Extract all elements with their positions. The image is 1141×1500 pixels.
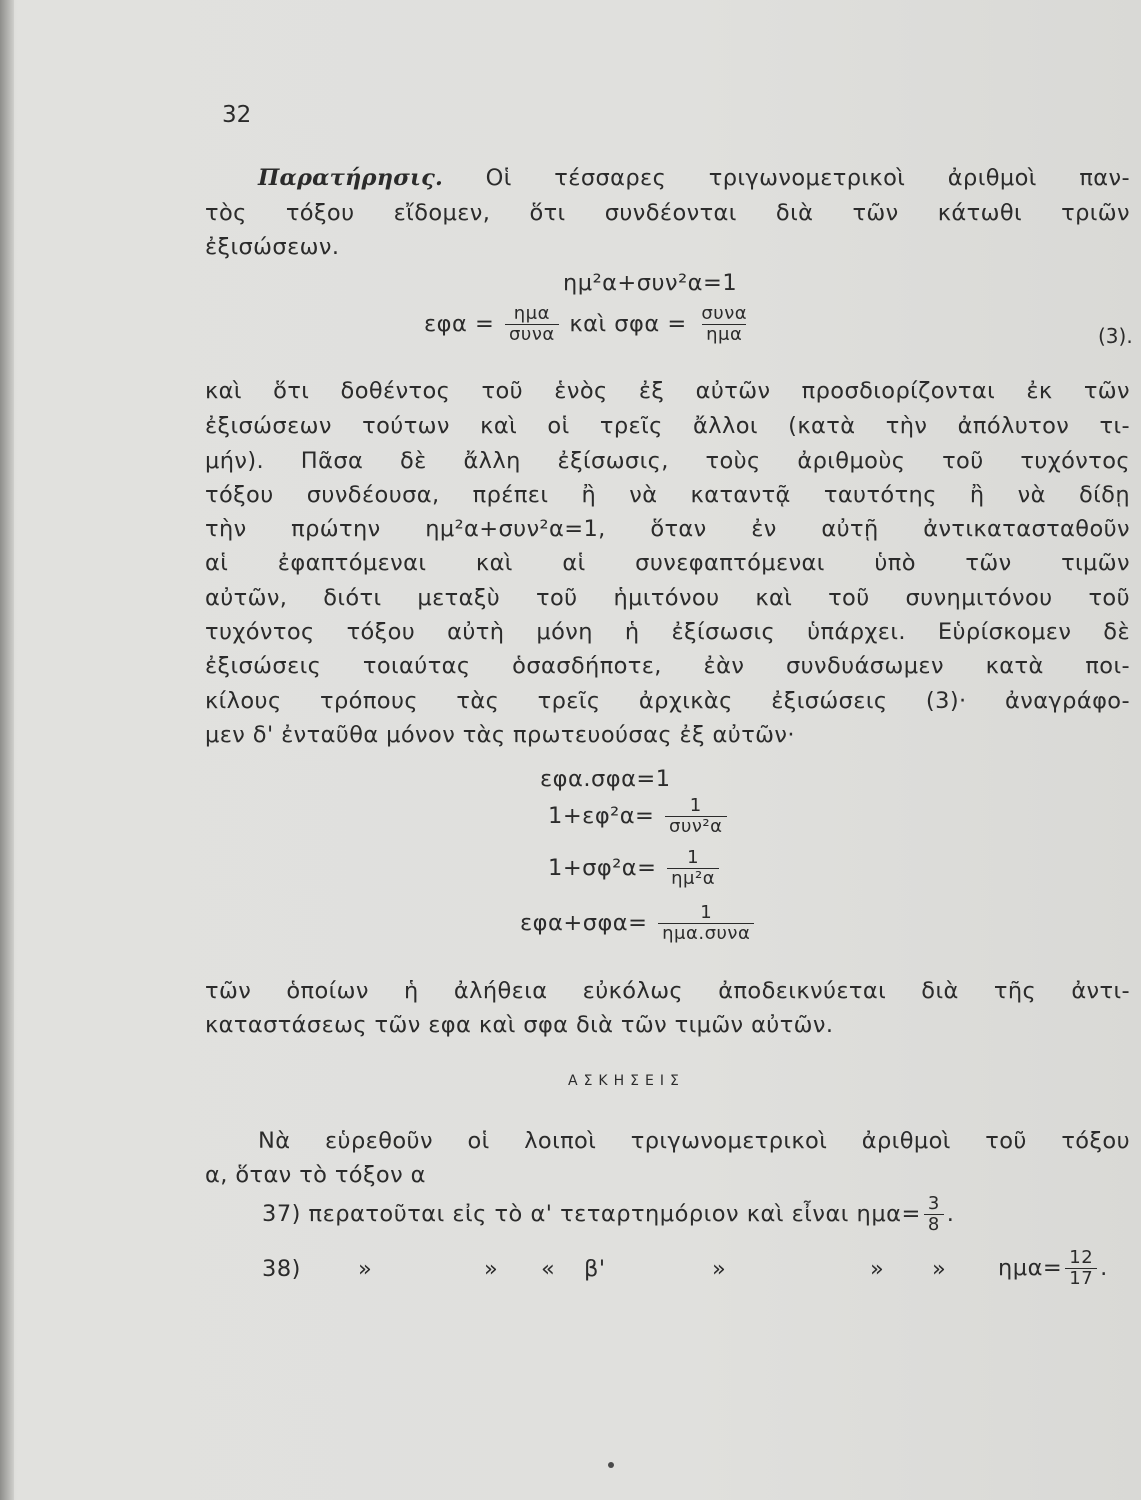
paragraph2-line: τὴν πρώτην ημ²α+συν²α=1, ὅταν ἐν αὐτῇ ἀντικατασταθοῦν [205, 516, 1130, 542]
exercise-38-label: 38) [262, 1256, 301, 1282]
paragraph2-line: μεν δ' ἐνταῦθα μόνον τὰς πρωτευούσας ἐξ αὐτῶν· [205, 722, 795, 748]
eq-b-lhs: 1+εφ²α= [548, 803, 655, 829]
ditto-mark: » [358, 1256, 373, 1282]
paragraph1-line-2: τὸς τόξου εἴδομεν, ὅτι συνδέονται διὰ τῶν κάτωθι τριῶν [205, 200, 1130, 226]
ditto-mark: » [712, 1256, 727, 1282]
fraction-numerator: ημα [513, 303, 550, 324]
eq-c-lhs: 1+σφ²α= [548, 855, 657, 881]
ditto-mark: » [932, 1256, 947, 1282]
exercise-38 [262, 1248, 1130, 1296]
fraction-denominator: συνα [505, 324, 559, 345]
exercise-38-lhs: ημα= [998, 1255, 1063, 1281]
eq-cot-lhs: σφα = [614, 311, 687, 337]
equation-c [548, 848, 722, 889]
paragraph2-line: ἐξισώσεων τούτων καὶ οἱ τρεῖς ἄλλοι (κατὰ τὴν ἀπόλυτον τι- [205, 413, 1130, 439]
equation-identity: ημ²α+συν²α=1 [563, 270, 738, 296]
fraction-numerator: 1 [700, 902, 713, 923]
ditto-mark: « [541, 1256, 556, 1282]
period: . [946, 1201, 955, 1227]
paragraph2-line: αὐτῶν, διότι μεταξὺ τοῦ ἡμιτόνου καὶ τοῦ συνημιτόνου τοῦ [205, 585, 1130, 611]
paragraph1-line-3: ἐξισώσεων. [205, 234, 340, 260]
paragraph2-line: ἐξισώσεις τοιαύτας ὁσασδήποτε, ἐὰν συνδυάσωμεν κατὰ ποι- [205, 653, 1130, 679]
equation-tan-cot [424, 304, 754, 345]
paragraph2-line: καὶ ὅτι δοθέντος τοῦ ἑνὸς ἐξ αὐτῶν προσδιορίζονται ἐκ τῶν [205, 378, 1130, 404]
paragraph2-line: τόξου συνδέουσα, πρέπει ἢ νὰ καταντᾷ ταυτότης ἢ νὰ δίδῃ [205, 482, 1130, 508]
page-number: 32 [222, 102, 252, 128]
paragraph2-line: τυχόντος τόξου αὐτὴ μόνη ἡ ἐξίσωσις ὑπάρχει. Εὑρίσκομεν δὲ [205, 619, 1130, 645]
fraction-denominator: 17 [1065, 1268, 1097, 1289]
quadrant-label: β' [584, 1256, 606, 1282]
equation-b [548, 796, 730, 837]
exercises-heading: ΑΣΚΗΣΕΙΣ [568, 1073, 685, 1089]
fraction-numerator: 3 [927, 1193, 940, 1214]
equation-d [520, 903, 757, 944]
eq-and: καὶ [569, 311, 607, 337]
fraction-denominator: ημα.συνα [658, 923, 754, 944]
period: . [1100, 1255, 1108, 1281]
fraction-38 [1065, 1248, 1097, 1289]
fraction-denominator: ημ²α [667, 868, 719, 889]
exercise-intro-line: Νὰ εὑρεθοῦν οἱ λοιποὶ τριγωνομετρικοὶ ἀριθμοὶ τοῦ τόξου [258, 1128, 1130, 1154]
exercise-38-equation [998, 1248, 1108, 1289]
fraction-numerator: 12 [1069, 1247, 1094, 1268]
paragraph3-line: τῶν ὁποίων ἡ ἀλήθεια εὐκόλως ἀποδεικνύεται διὰ τῆς ἀντι- [205, 978, 1130, 1004]
paragraph-line [258, 165, 1130, 191]
eq-d-lhs: εφα+σφα= [520, 910, 648, 936]
equation-a: εφα.σφα=1 [540, 766, 671, 792]
paragraph2-line: αἱ ἐφαπτόμεναι καὶ αἱ συνεφαπτόμεναι ὑπὸ τῶν τιμῶν [205, 550, 1130, 576]
ditto-mark: » [484, 1256, 499, 1282]
fraction-d [658, 903, 754, 944]
fraction-tan [505, 304, 559, 345]
exercise-37 [262, 1194, 954, 1235]
paragraph3-line: καταστάσεως τῶν εφα καὶ σφα διὰ τῶν τιμῶν αὐτῶν. [205, 1012, 834, 1038]
footer-dot [608, 1462, 614, 1468]
equation-number: (3). [1098, 324, 1133, 348]
exercise-intro-line: α, ὅταν τὸ τόξον α [205, 1162, 426, 1188]
exercise-37-text: 37) περατοῦται εἰς τὸ α' τεταρτημόριον καὶ εἶναι ημα= [262, 1201, 921, 1227]
fraction-b [665, 796, 726, 837]
fraction-denominator: 8 [924, 1214, 944, 1235]
ditto-mark: » [870, 1256, 885, 1282]
fraction-numerator: 1 [689, 795, 702, 816]
fraction-cot [697, 304, 751, 345]
fraction-numerator: συνα [701, 303, 748, 324]
fraction-numerator: 1 [687, 847, 700, 868]
fraction-37 [924, 1194, 944, 1235]
fraction-denominator: ημα [702, 324, 746, 345]
fraction-denominator: συν²α [665, 816, 726, 837]
paragraph1-line-1: Οἱ τέσσαρες τριγωνομετρικοὶ ἀριθμοὶ παν- [485, 165, 1130, 191]
fraction-c [667, 848, 719, 889]
paragraph2-line: κίλους τρόπους τὰς τρεῖς ἀρχικὰς ἐξισώσεις (3)· ἀναγράφο- [205, 688, 1130, 714]
paragraph2-line: μήν). Πᾶσα δὲ ἄλλη ἐξίσωσις, τοὺς ἀριθμοὺς τοῦ τυχόντος [205, 448, 1130, 474]
remark-label: Παρατήρησις. [258, 165, 444, 191]
eq-tan-lhs: εφα = [424, 311, 495, 337]
